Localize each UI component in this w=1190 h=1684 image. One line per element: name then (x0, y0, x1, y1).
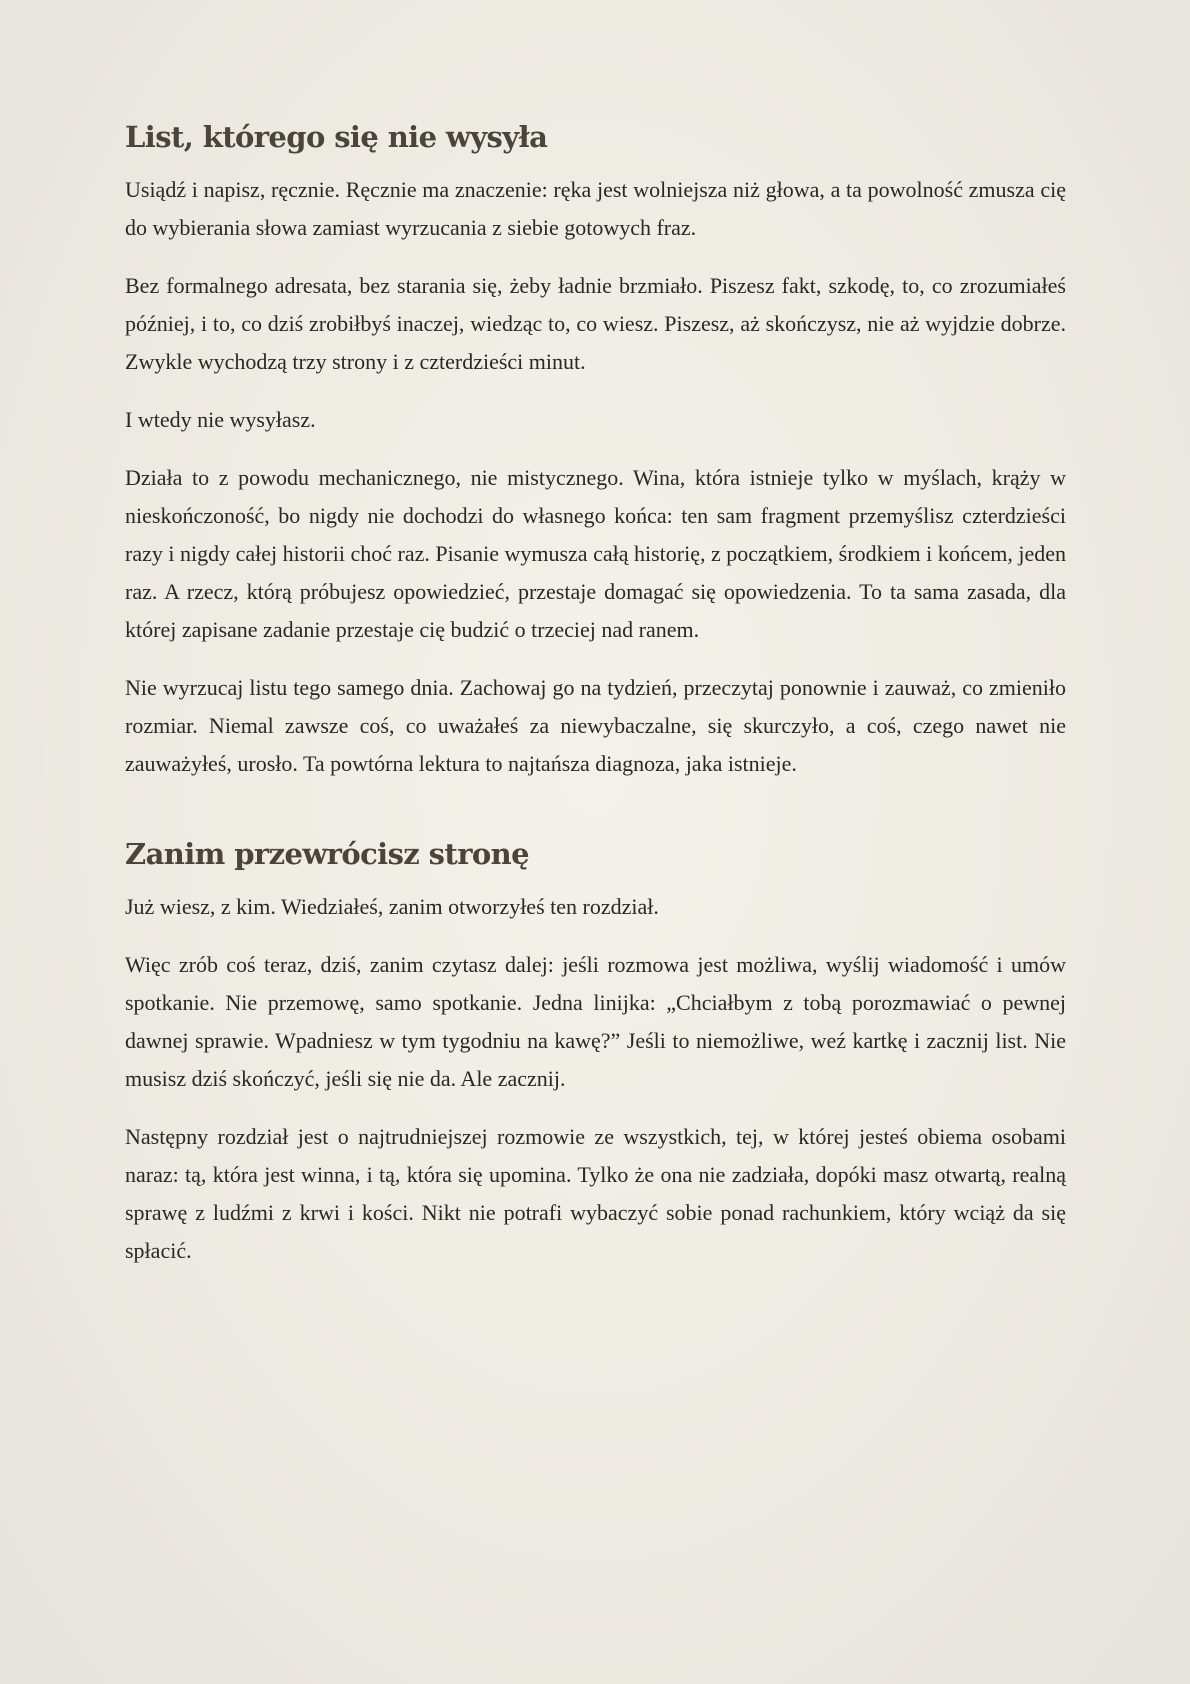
paragraph: I wtedy nie wysyłasz. (125, 407, 316, 432)
paragraph: Już wiesz, z kim. Wiedziałeś, zanim otworzyłeś ten rozdział. (125, 894, 659, 919)
paragraph: Więc zrób coś teraz, dziś, zanim czytasz dalej: jeśli rozmowa jest możliwa, wyślij wiadomość i umów spotkanie. Nie przemowę, samo spotkanie. Jedna linijka: „Chciałbym z tobą porozmawiać o pewnej dawnej sprawie. Wpadniesz w tym tygodniu na kawę?” Jeśli to niemożliwe, weź kartkę i zacznij list. Nie musisz dziś skończyć, jeśli się nie da. Ale zacznij. (125, 952, 1066, 1091)
paragraph: Nie wyrzucaj listu tego samego dnia. Zachowaj go na tydzień, przeczytaj ponownie i zauważ, co zmieniło rozmiar. Niemal zawsze coś, co uważałeś za niewybaczalne, się skurczyło, a coś, czego nawet nie zauważyłeś, urosło. Ta powtórna lektura to najtańsza diagnoza, jaka istnieje. (125, 675, 1066, 776)
section-heading-letter: List, którego się nie wysyła (125, 120, 548, 154)
paragraph: Działa to z powodu mechanicznego, nie mistycznego. Wina, która istnieje tylko w myślach, krąży w nieskończoność, bo nigdy nie dochodzi do własnego końca: ten sam fragment przemyślisz czterdzieści razy i nigdy całej historii choć raz. Pisanie wymusza całą historię, z początkiem, środkiem i końcem, jeden raz. A rzecz, którą próbujesz opowiedzieć, przestaje domagać się opowiedzenia. To ta sama zasada, dla której zapisane zadanie przestaje cię budzić o trzeciej nad ranem. (125, 465, 1066, 642)
section-heading-before-turning-page: Zanim przewrócisz stronę (125, 837, 529, 871)
paragraph: Usiądź i napisz, ręcznie. Ręcznie ma znaczenie: ręka jest wolniejsza niż głowa, a ta powolność zmusza cię do wybierania słowa zamiast wyrzucania z siebie gotowych fraz. (125, 177, 1066, 240)
paragraph: Następny rozdział jest o najtrudniejszej rozmowie ze wszystkich, tej, w której jesteś obiema osobami naraz: tą, która jest winna, i tą, która się upomina. Tylko że ona nie zadziała, dopóki masz otwartą, realną sprawę z ludźmi z krwi i kości. Nikt nie potrafi wybaczyć sobie ponad rachunkiem, który wciąż da się spłacić. (125, 1124, 1066, 1263)
paragraph: Bez formalnego adresata, bez starania się, żeby ładnie brzmiało. Piszesz fakt, szkodę, to, co zrozumiałeś później, i to, co dziś zrobiłbyś inaczej, wiedząc to, co wiesz. Piszesz, aż skończysz, nie aż wyjdzie dobrze. Zwykle wychodzą trzy strony i z czterdzieści minut. (125, 273, 1066, 374)
